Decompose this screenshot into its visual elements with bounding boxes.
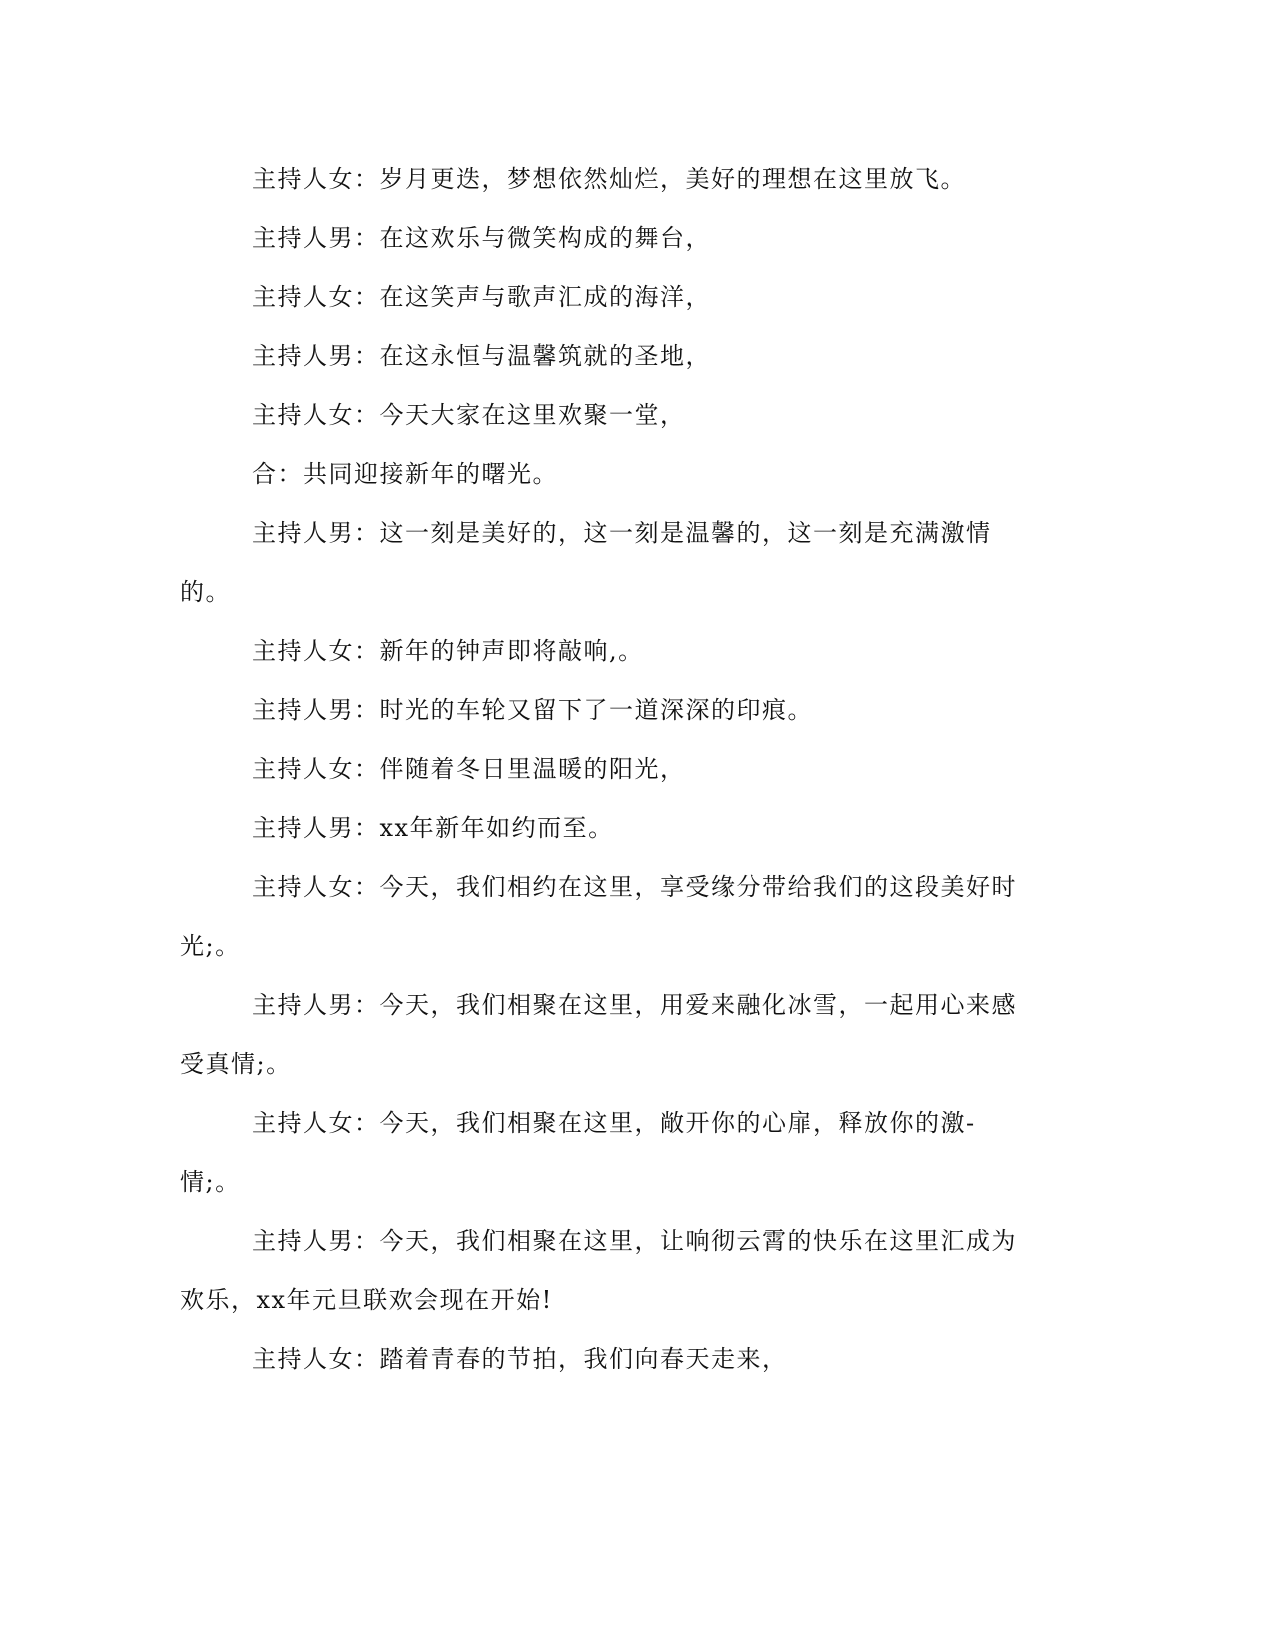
paragraph: 主持人男：时光的车轮又留下了一道深深的印痕。: [252, 696, 813, 724]
paragraph: 主持人女：新年的钟声即将敲响,。: [252, 637, 644, 665]
paragraph: 主持人女：岁月更迭，梦想依然灿烂，美好的理想在这里放飞。: [252, 165, 966, 193]
paragraph: 合：共同迎接新年的曙光。: [252, 460, 558, 488]
paragraph: 主持人女：今天，我们相约在这里，享受缘分带给我们的这段美好时光;。: [180, 873, 1017, 960]
paragraph: 主持人男：在这永恒与温馨筑就的圣地，: [252, 342, 711, 370]
paragraph: 主持人女：在这笑声与歌声汇成的海洋，: [252, 283, 711, 311]
paragraph: 主持人男：这一刻是美好的，这一刻是温馨的，这一刻是充满激情的。: [180, 519, 992, 606]
paragraph: 主持人男：在这欢乐与微笑构成的舞台，: [252, 224, 711, 252]
paragraph: 主持人女：踏着青春的节拍，我们向春天走来，: [252, 1345, 788, 1373]
paragraph: 主持人男：xx年新年如约而至。: [252, 814, 614, 842]
paragraph: 主持人女：今天大家在这里欢聚一堂，: [252, 401, 686, 429]
paragraph: 主持人男：今天，我们相聚在这里，让响彻云霄的快乐在这里汇成为欢乐，xx年元旦联欢会现在开始!: [180, 1227, 1017, 1314]
paragraph: 主持人女：今天，我们相聚在这里，敞开你的心扉，释放你的激-情;。: [180, 1109, 976, 1196]
paragraph: 主持人女：伴随着冬日里温暖的阳光，: [252, 755, 686, 783]
document-body: [180, 150, 1030, 1389]
paragraph: 主持人男：今天，我们相聚在这里，用爱来融化冰雪，一起用心来感受真情;。: [180, 991, 1017, 1078]
